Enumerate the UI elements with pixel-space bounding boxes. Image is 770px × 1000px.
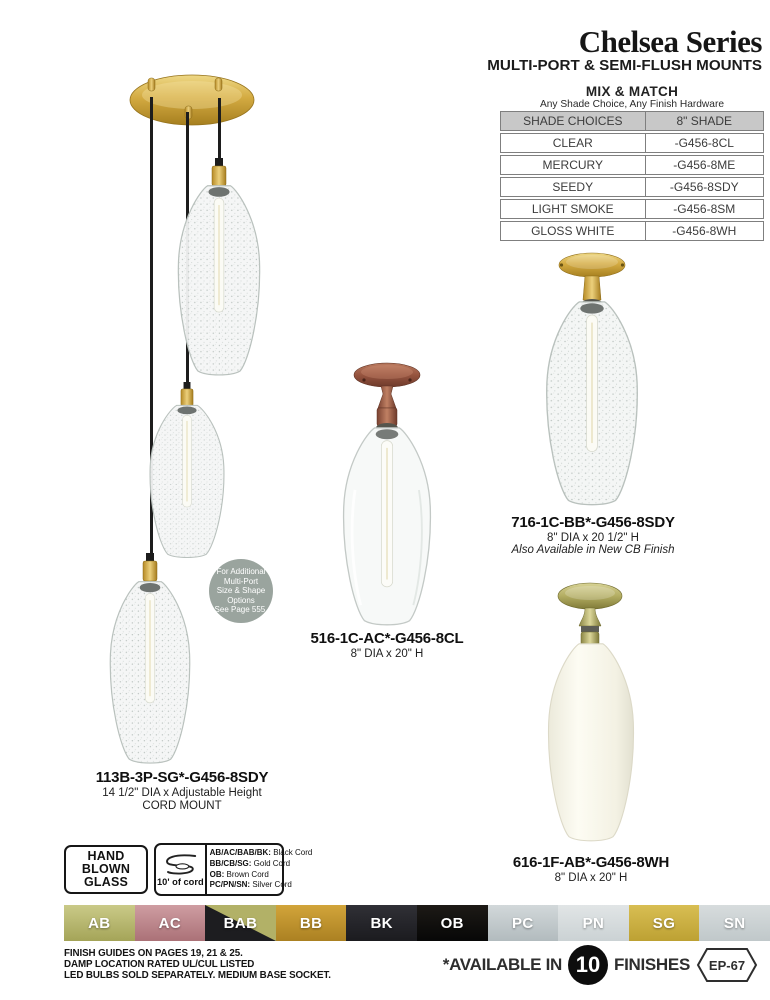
shade-choice: CLEAR bbox=[552, 136, 593, 150]
finish-swatch-bab: BAB bbox=[205, 905, 276, 941]
seedy-glass-shade-image bbox=[175, 184, 263, 378]
cord-color-line bbox=[210, 859, 313, 870]
shade-code: -G456-8SDY bbox=[645, 178, 763, 196]
shade-code: -G456-8SM bbox=[645, 200, 763, 218]
cord-color-line bbox=[210, 848, 313, 859]
footer-note-line: DAMP LOCATION RATED UL/CUL LISTED bbox=[64, 959, 255, 971]
footer-note-line: FINISH GUIDES ON PAGES 19, 21 & 25. bbox=[64, 948, 243, 959]
hand-blown-line: HAND bbox=[87, 849, 125, 864]
mix-match-title: MIX & MATCH bbox=[585, 84, 679, 99]
page-subtitle: MULTI-PORT & SEMI-FLUSH MOUNTS bbox=[487, 57, 762, 74]
multiport-options-badge bbox=[209, 559, 273, 623]
white-glass-shade-image bbox=[545, 642, 637, 844]
cord-color-line bbox=[210, 880, 313, 891]
table-header-shade: 8" SHADE bbox=[645, 112, 763, 130]
finish-codes: PC/PN/SN: bbox=[209, 880, 251, 890]
clear-glass-shade-image bbox=[340, 426, 434, 628]
table-row bbox=[500, 177, 764, 197]
cord-color: Black Cord bbox=[270, 848, 313, 858]
product-code: 616-1F-AB*-G456-8WH bbox=[512, 854, 670, 871]
semiflush-canopy-copper-image bbox=[352, 362, 422, 434]
shade-choice: MERCURY bbox=[542, 158, 603, 172]
product-label-616 bbox=[491, 854, 691, 884]
footer-note-line: LED BULBS SOLD SEPARATELY. MEDIUM BASE SOCKET. bbox=[64, 970, 331, 982]
pendant-canopy-image bbox=[127, 72, 257, 128]
finish-swatch-bb: BB bbox=[276, 905, 347, 941]
table-row bbox=[500, 155, 764, 175]
cord-length-label: 10' of cord bbox=[157, 877, 204, 887]
finish-swatch-pn: PN bbox=[558, 905, 629, 941]
shade-code: -G456-8CL bbox=[645, 134, 763, 152]
finish-count-circle: 10 bbox=[568, 945, 608, 985]
product-dimensions: 14 1/2" DIA x Adjustable Height bbox=[102, 787, 262, 799]
available-prefix: *AVAILABLE IN bbox=[442, 955, 562, 974]
finish-codes: OB: bbox=[209, 869, 225, 879]
product-label-113b bbox=[72, 769, 292, 812]
table-row bbox=[500, 221, 764, 241]
badge-line: Multi-Port bbox=[223, 576, 259, 586]
badge-line: Options bbox=[227, 595, 255, 605]
page-ref-text: EP-67 bbox=[708, 958, 746, 973]
product-note: Also Available in New CB Finish bbox=[511, 544, 675, 556]
coiled-cord-icon bbox=[162, 852, 198, 876]
badge-line: Size & Shape bbox=[216, 586, 266, 596]
finish-swatch-bar bbox=[64, 905, 770, 941]
shade-choice: GLOSS WHITE bbox=[531, 224, 615, 238]
finish-codes: AB/AC/BAB/BK: bbox=[209, 848, 271, 858]
shade-choice: LIGHT SMOKE bbox=[531, 202, 614, 216]
cord-info-box bbox=[154, 843, 313, 896]
finish-swatch-pc: PC bbox=[488, 905, 559, 941]
shade-code: -G456-8ME bbox=[645, 156, 763, 174]
finish-swatch-ab: AB bbox=[64, 905, 135, 941]
table-header-choices: SHADE CHOICES bbox=[523, 114, 623, 128]
shade-choice: SEEDY bbox=[552, 180, 594, 194]
finish-swatch-sg: SG bbox=[629, 905, 700, 941]
badge-line: See Page 555. bbox=[214, 605, 268, 615]
page-ref-hexagon bbox=[696, 947, 758, 983]
hand-blown-line: GLASS bbox=[83, 874, 129, 889]
product-code: 113B-3P-SG*-G456-8SDY bbox=[95, 769, 269, 786]
cord-color-line bbox=[210, 870, 313, 881]
product-dimensions: 8" DIA x 20 1/2" H bbox=[547, 532, 639, 544]
shade-choices-table bbox=[500, 111, 764, 243]
footer-notes bbox=[64, 948, 331, 981]
hand-blown-glass-box bbox=[64, 845, 148, 894]
cord-color-list bbox=[207, 845, 313, 894]
product-dimensions: 8" DIA x 20" H bbox=[350, 648, 424, 660]
seedy-glass-shade-image bbox=[147, 404, 227, 560]
hand-blown-line: BLOWN bbox=[81, 862, 131, 877]
product-code: 516-1C-AC*-G456-8CL bbox=[310, 630, 464, 647]
available-suffix: FINISHES bbox=[613, 955, 690, 974]
mix-match-subtitle: Any Shade Choice, Any Finish Hardware bbox=[539, 99, 725, 110]
product-code: 716-1C-BB*-G456-8SDY bbox=[511, 514, 675, 531]
table-row bbox=[500, 199, 764, 219]
mix-match-heading bbox=[500, 84, 764, 110]
pendant-socket-image bbox=[142, 553, 158, 583]
pendant-cord bbox=[218, 98, 221, 160]
finish-swatch-bk: BK bbox=[346, 905, 417, 941]
cord-color: Brown Cord bbox=[224, 869, 269, 879]
table-row bbox=[500, 133, 764, 153]
shade-code: -G456-8WH bbox=[645, 222, 763, 240]
available-finishes-badge bbox=[443, 945, 758, 985]
finish-codes: BB/CB/SG: bbox=[209, 858, 252, 868]
finish-swatch-ob: OB bbox=[417, 905, 488, 941]
cord-color: Gold Cord bbox=[251, 858, 291, 868]
finish-swatch-sn: SN bbox=[699, 905, 770, 941]
page-title: Chelsea Series bbox=[578, 24, 762, 59]
badge-line: For Additional bbox=[216, 567, 266, 577]
product-dimensions: 8" DIA x 20" H bbox=[554, 872, 628, 884]
seedy-glass-shade-image bbox=[107, 580, 193, 766]
cord-length-cell bbox=[156, 845, 207, 894]
product-label-516 bbox=[287, 630, 487, 660]
product-mount-type: CORD MOUNT bbox=[142, 800, 222, 812]
semiflush-canopy-antique-brass-image bbox=[555, 582, 625, 646]
finish-swatch-ac: AC bbox=[135, 905, 206, 941]
cord-color: Silver Cord bbox=[250, 880, 292, 890]
table-header-row bbox=[500, 111, 764, 131]
product-label-716 bbox=[493, 514, 693, 556]
seedy-glass-shade-image bbox=[543, 300, 641, 508]
